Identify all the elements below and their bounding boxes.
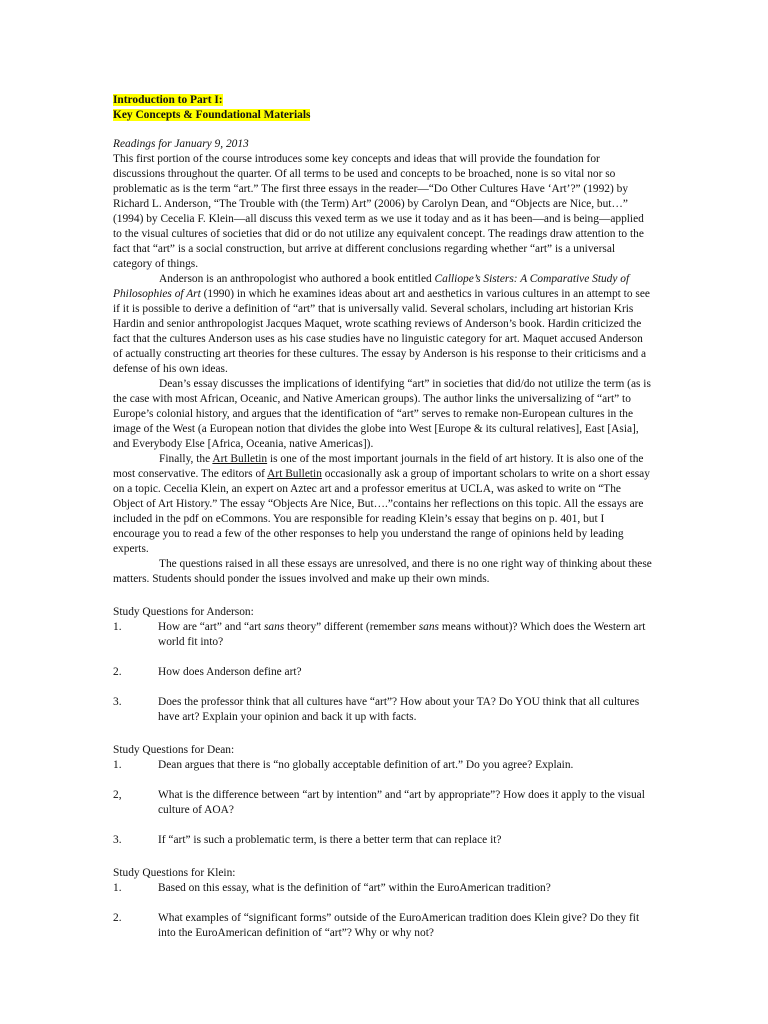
klein-question-1 xyxy=(113,881,653,896)
paragraph-dean: Dean’s essay discusses the implications of identifying “art” in societies that did/do not utilize the term (as is the case with most African, Oceanic, and Native American groups). The author links the universalizing of “art” to Europe’s colonial history, and argues that the identification of “art” serves to remake non-European cultures in the image of the West (a European notion that divides the globe into West [Europe & its cultural relatives], East [Asia], and Everybody Else [Africa, Oceania, native Americas]). xyxy=(113,378,651,450)
study-questions-dean-title: Study Questions for Dean: xyxy=(113,744,235,756)
q-text-a: How are “art” and “art xyxy=(158,621,264,633)
p4-text-b: is one of the most important journals in the field of art history. It is also one of the most conservative. The editors of xyxy=(113,453,644,480)
question-number: 1. xyxy=(113,621,122,633)
q-text-c: means without)? Which does the Western art world fit into? xyxy=(158,621,646,648)
heading-line-1: Introduction to Part I: xyxy=(113,94,223,106)
document-content xyxy=(113,93,653,941)
anderson-question-2 xyxy=(113,665,653,680)
study-questions-anderson-title: Study Questions for Anderson: xyxy=(113,606,254,618)
question-text xyxy=(158,620,653,650)
paragraph-anderson xyxy=(113,272,653,377)
paragraph-conclusion: The questions raised in all these essays are unresolved, and there is no one right way of thinking about these matters. Students should ponder the issues involved and make up their own minds. xyxy=(113,558,652,585)
book-title: Calliope’s Sisters: A Comparative Study of Philosophies of Art xyxy=(113,273,630,300)
journal-title-2: Art Bulletin xyxy=(267,468,322,480)
readings-date: Readings for January 9, 2013 xyxy=(113,138,249,150)
question-number: 1. xyxy=(113,882,122,894)
p2-text-a: Anderson is an anthropologist who authored a book entitled xyxy=(159,273,435,285)
study-questions-klein-title: Study Questions for Klein: xyxy=(113,867,236,879)
dean-question-2 xyxy=(113,788,653,818)
question-text: What is the difference between “art by intention” and “art by appropriate”? How does it apply to the visual culture of AOA? xyxy=(158,789,645,816)
paragraph-klein xyxy=(113,452,653,557)
p4-text-c: occasionally ask a group of important scholars to write on a short essay on a topic. Cecelia Klein, an expert on Aztec art and a professor emeritus at UCLA, was asked to write on “The Object of Art History.” The essay “Objects Are Nice, But….”contains her reflections on this topic. All the essays are included in the pdf on eCommons. You are responsible for reading Klein’s essay that begins on p. 401, but I encourage you to read a few of the other responses to help you understand the range of opinions held by leading experts. xyxy=(113,468,650,555)
anderson-question-3 xyxy=(113,695,653,725)
question-number: 2. xyxy=(113,912,122,924)
question-text: If “art” is such a problematic term, is there a better term that can replace it? xyxy=(158,834,502,846)
question-number: 2, xyxy=(113,789,122,801)
question-number: 3. xyxy=(113,696,122,708)
heading-line-2: Key Concepts & Foundational Materials xyxy=(113,109,311,121)
p4-text-a: Finally, the xyxy=(159,453,213,465)
question-number: 3. xyxy=(113,834,122,846)
journal-title-1: Art Bulletin xyxy=(212,453,268,465)
question-text: Dean argues that there is “no globally acceptable definition of art.” Do you agree? Explain. xyxy=(158,759,574,771)
p2-text-b: (1990) in which he examines ideas about art and aesthetics in various cultures in an attempt to see if it is possible to derive a definition of “art” that is universally valid. Several scholars, including art historian Kris Hardin and senior anthropologist Jacques Maquet, wrote scathing reviews of Anderson’s book. Hardin criticized the fact that the cultures Anderson uses as his case studies have no linguistic category for art. Maquet accused Anderson of actually constructing art theories for these cultures. The essay by Anderson is his response to their criticisms and a defense of his own ideas. xyxy=(113,288,650,375)
dean-question-3 xyxy=(113,833,653,848)
question-text: Based on this essay, what is the definition of “art” within the EuroAmerican tradition? xyxy=(158,882,551,894)
dean-question-1 xyxy=(113,758,653,773)
question-text: How does Anderson define art? xyxy=(158,666,302,678)
question-text: What examples of “significant forms” outside of the EuroAmerican tradition does Klein give? Do they fit into the EuroAmerican definition of “art”? Why or why not? xyxy=(158,912,640,939)
q-italic-sans-2: sans xyxy=(418,621,439,633)
section-heading xyxy=(113,93,653,123)
klein-question-2 xyxy=(113,911,653,941)
q-italic-sans-1: sans xyxy=(263,621,285,633)
question-number: 2. xyxy=(113,666,122,678)
q-text-b: theory” different (remember xyxy=(284,621,419,633)
paragraph-intro: This first portion of the course introduces some key concepts and ideas that will provide the foundation for discussions throughout the quarter. Of all terms to be used and concepts to be broached, none is so vital nor so problematic as is the term “art.” The first three essays in the reader—“Do Other Cultures Have ‘Art’?” (1992) by Richard L. Anderson, “The Trouble with (the Term) Art” (2006) by Carolyn Dean, and “Objects are Nice, but…” (1994) by Cecelia F. Klein—all discuss this vexed term as we use it today and as it has been—and is being—applied to the visual cultures of societies that did or do not utilize any equivalent concept. The readings draw attention to the fact that “art” is a social construction, but arrive at different conclusions regarding whether “art” is a universal category of things. xyxy=(113,153,644,270)
question-text: Does the professor think that all cultures have “art”? How about your TA? Do YOU think that all cultures have art? Explain your opinion and back it up with facts. xyxy=(158,696,640,723)
question-number: 1. xyxy=(113,759,122,771)
anderson-question-1 xyxy=(113,620,653,650)
